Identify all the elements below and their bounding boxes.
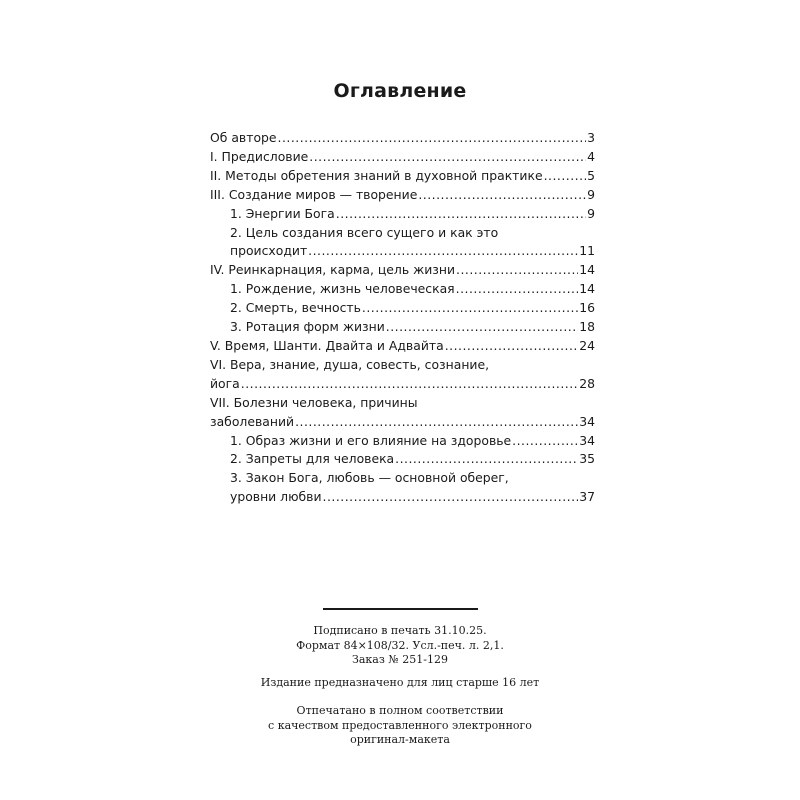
toc-entry-title: 3. Ротация форм жизни	[230, 319, 385, 335]
imprint-signed: Подписано в печать 31.10.25.	[313, 624, 487, 637]
imprint-printed-note	[0, 704, 800, 748]
dot-leader	[445, 337, 579, 356]
dot-leader	[386, 318, 578, 337]
toc-entry	[210, 129, 595, 148]
toc-entry-title-line1: 2. Цель создания всего сущего и как это	[230, 224, 499, 240]
toc-entry	[210, 394, 595, 432]
dot-leader	[456, 261, 578, 280]
dot-leader	[456, 280, 579, 299]
dot-leader	[309, 148, 586, 167]
toc-entry	[210, 167, 595, 186]
toc-entry-title-line2: уровни любви	[230, 489, 322, 505]
imprint-age-notice: Издание предназначено для лиц старше 16 лет	[260, 676, 540, 689]
toc-entry-page: 37	[579, 489, 595, 505]
toc-entry-title: II. Методы обретения знаний в духовной практике	[210, 167, 543, 183]
toc-entry-page: 4	[587, 148, 595, 164]
toc-subentry	[210, 224, 595, 262]
toc-entry-page: 11	[579, 243, 595, 259]
toc-entry-page: 14	[579, 262, 595, 278]
toc-subentry	[210, 469, 595, 507]
toc-entry	[210, 337, 595, 356]
dot-leader	[295, 413, 578, 432]
imprint-printed-line1: Отпечатано в полном соответствии	[296, 704, 504, 717]
imprint-order: Заказ № 251-129	[352, 653, 448, 666]
toc-entry-title-line2: йога	[210, 375, 240, 391]
toc-entry-title: 1. Энергии Бога	[230, 205, 335, 221]
dot-leader	[512, 432, 578, 451]
toc-subentry	[210, 318, 595, 337]
imprint-printed-line3: оригинал-макета	[350, 733, 450, 746]
toc-subentry	[210, 280, 595, 299]
toc-entry-title: 2. Смерть, вечность	[230, 300, 361, 316]
toc-entry-page: 9	[587, 205, 595, 221]
toc-entry-title-line2: заболеваний	[210, 413, 295, 429]
toc-subentry	[210, 205, 595, 224]
toc-entry-page: 14	[579, 281, 595, 297]
toc-entry-title-line1: VI. Вера, знание, душа, совесть, сознание,	[210, 356, 490, 372]
toc-entry-title: III. Создание миров — творение	[210, 186, 418, 202]
toc-entry-title-line1: 3. Закон Бога, любовь — основной оберег,	[230, 470, 509, 486]
toc-entry-page: 18	[579, 319, 595, 335]
dot-leader	[308, 242, 578, 261]
toc-entry	[210, 148, 595, 167]
toc-entry-title: 1. Образ жизни и его влияние на здоровье	[230, 432, 512, 448]
toc-entry-title: 2. Запреты для человека	[230, 451, 395, 467]
toc-entry-page: 16	[579, 300, 595, 316]
dot-leader	[278, 129, 587, 148]
toc-entry-page: 28	[579, 375, 595, 391]
toc-entry-page: 24	[579, 337, 595, 353]
toc-entry-page: 34	[579, 432, 595, 448]
toc-entry	[210, 356, 595, 394]
dot-leader	[544, 167, 587, 186]
toc-entry-title-line1: VII. Болезни человека, причины	[210, 394, 418, 410]
toc-entry-title: 1. Рождение, жизнь человеческая	[230, 281, 455, 297]
dot-leader	[336, 205, 586, 224]
table-of-contents	[210, 129, 595, 507]
toc-entry-title: Об авторе	[210, 130, 277, 145]
toc-entry-page: 9	[587, 186, 595, 202]
toc-entry-page: 5	[587, 167, 595, 183]
toc-entry	[210, 261, 595, 280]
imprint-print-details	[0, 624, 800, 668]
dot-leader	[241, 375, 578, 394]
imprint-printed-line2: с качеством предоставленного электронного	[268, 718, 532, 732]
toc-entry-page: 35	[579, 451, 595, 467]
imprint-format: Формат 84×108/32. Усл.-печ. л. 2,1.	[296, 638, 504, 652]
toc-subentry	[210, 450, 595, 469]
toc-subentry	[210, 432, 595, 451]
toc-entry-page: 3	[587, 130, 595, 145]
imprint-divider	[323, 608, 478, 610]
page-title: Оглавление	[333, 80, 467, 102]
dot-leader	[362, 299, 578, 318]
toc-entry-title: IV. Реинкарнация, карма, цель жизни	[210, 262, 456, 278]
toc-entry-title: V. Время, Шанти. Двайта и Адвайта	[210, 337, 444, 353]
toc-subentry	[210, 299, 595, 318]
toc-entry-title-line2: происходит	[230, 243, 308, 259]
toc-entry	[210, 186, 595, 205]
toc-entry-page: 34	[579, 413, 595, 429]
toc-entry-title: I. Предисловие	[210, 148, 309, 164]
dot-leader	[418, 186, 586, 205]
dot-leader	[395, 450, 578, 469]
dot-leader	[323, 488, 579, 507]
